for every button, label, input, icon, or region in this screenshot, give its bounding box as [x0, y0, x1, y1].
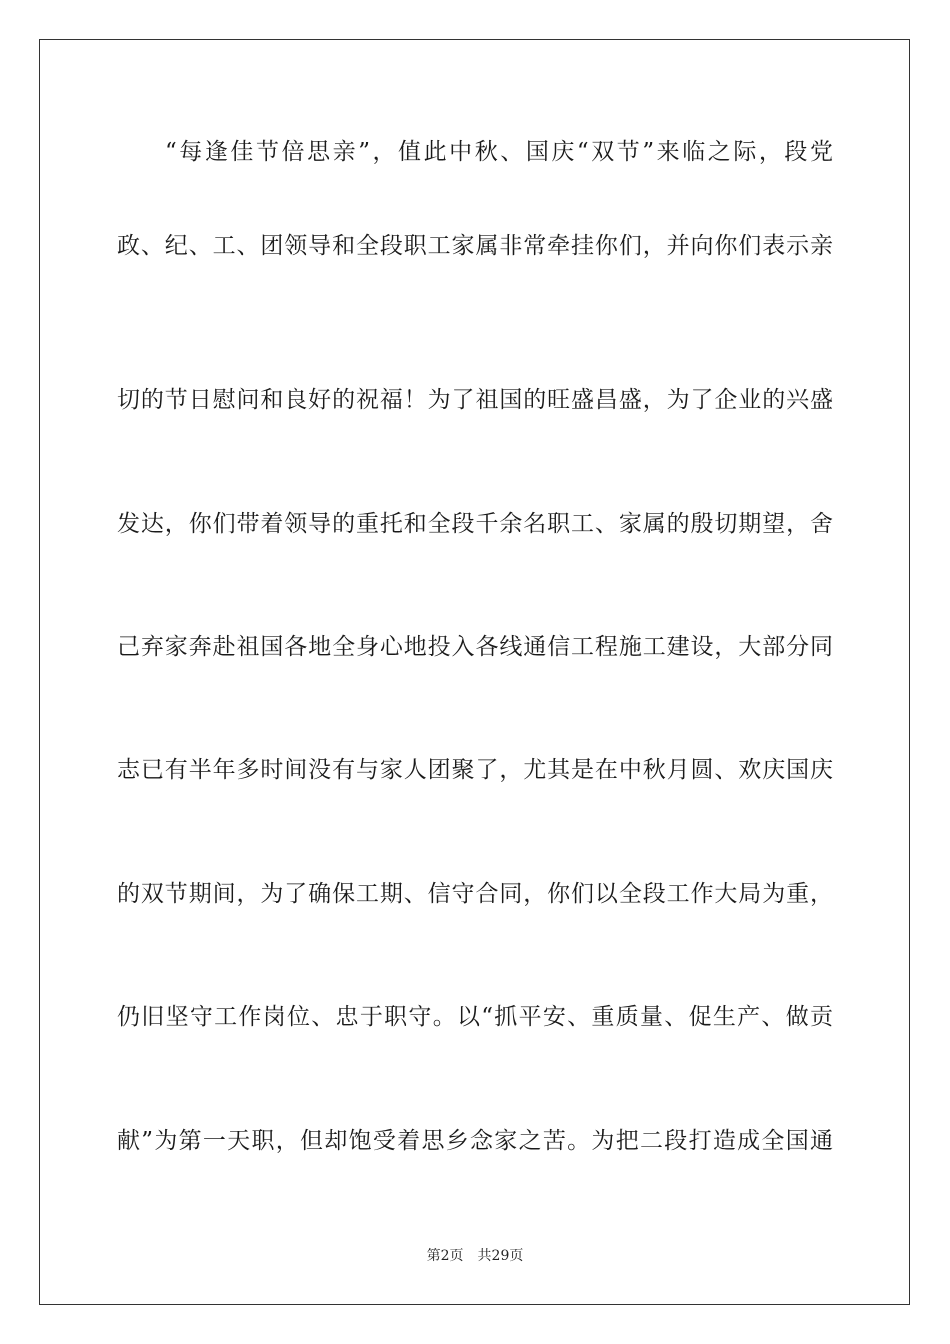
paragraph-line-2: 政、纪、工、团领导和全段职工家属非常牵挂你们，并向你们表示亲 — [117, 233, 833, 259]
page-footer — [0, 1246, 950, 1266]
paragraph-line-7: 的双节期间，为了确保工期、信守合同，你们以全段工作大局为重， — [117, 881, 833, 907]
page-number-total: 共29页 — [477, 1248, 524, 1264]
paragraph-line-1: “每逢佳节倍思亲”，值此中秋、国庆“双节”来临之际，段党 — [165, 139, 833, 165]
paragraph-line-3: 切的节日慰问和良好的祝福！为了祖国的旺盛昌盛，为了企业的兴盛 — [117, 387, 833, 413]
paragraph-line-6: 志已有半年多时间没有与家人团聚了，尤其是在中秋月圆、欢庆国庆 — [117, 757, 833, 783]
paragraph-line-8: 仍旧坚守工作岗位、忠于职守。以“抓平安、重质量、促生产、做贡 — [117, 1004, 833, 1030]
paragraph-line-5: 己弃家奔赴祖国各地全身心地投入各线通信工程施工建设，大部分同 — [117, 634, 833, 660]
paragraph-line-4: 发达，你们带着领导的重托和全段千余名职工、家属的殷切期望，舍 — [117, 511, 833, 537]
page-number-current: 第2页 — [426, 1248, 464, 1264]
paragraph-line-9: 献”为第一天职，但却饱受着思乡念家之苦。为把二段打造成全国通 — [117, 1128, 833, 1154]
